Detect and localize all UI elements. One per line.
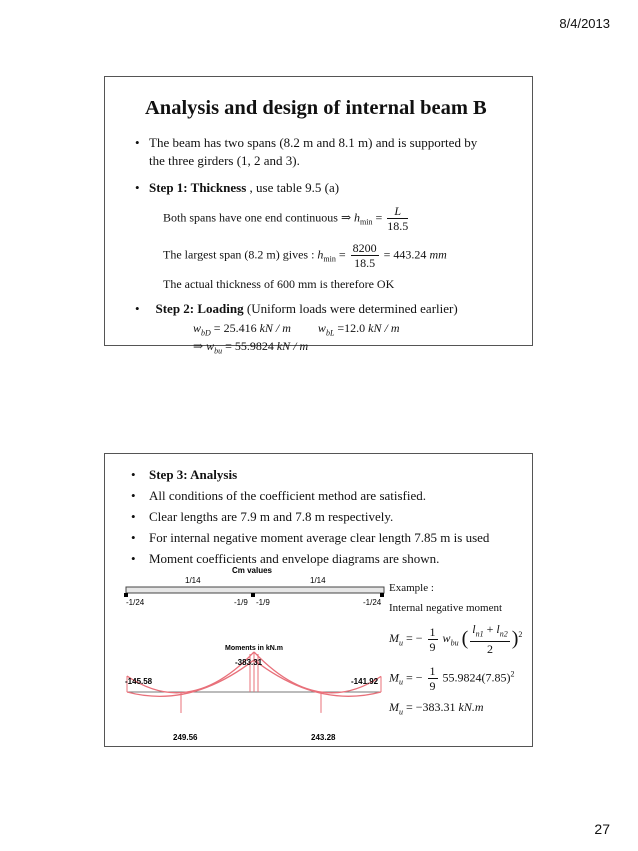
bullet-list bbox=[131, 464, 489, 569]
bullet-step1: • Step 1: Thickness , use table 9.5 (a) bbox=[135, 180, 340, 195]
slide-title: Analysis and design of internal beam B bbox=[145, 97, 487, 119]
support-left bbox=[124, 593, 128, 597]
load-values: $w_{bD} = 25.416$ kN / m $w_{bL} =12.0$ kN / m bbox=[193, 321, 400, 338]
moment-label-span2: 243.28 bbox=[311, 733, 336, 742]
bullet-conditions: • All conditions of the coefficient method are satisfied. bbox=[131, 488, 427, 503]
moment-label-span1: 249.56 bbox=[173, 733, 198, 742]
cm-pos-2: 1/14 bbox=[310, 576, 326, 585]
factored-load: ⇒ $w_{bu} = 55.9824$ kN / m bbox=[193, 339, 309, 356]
example-subtitle: Internal negative moment bbox=[389, 602, 503, 614]
moment-diagram-svg bbox=[121, 564, 387, 744]
moment-label-left: -145.58 bbox=[125, 677, 153, 686]
cm-neg-mid-right: -1/9 bbox=[256, 598, 270, 607]
bullet-step3: • Step 3: Analysis bbox=[131, 467, 238, 482]
support-middle bbox=[251, 593, 255, 597]
slide-1 bbox=[104, 76, 533, 356]
thickness-check: The actual thickness of 600 mm is therefore OK bbox=[163, 277, 395, 291]
bullet-beam-spans-line2: the three girders (1, 2 and 3). bbox=[149, 153, 300, 168]
cm-neg-left: -1/24 bbox=[126, 598, 145, 607]
bullet-beam-spans: • The beam has two spans (8.2 m and 8.1 m) and is supported by bbox=[135, 135, 478, 150]
beam-bar bbox=[126, 587, 384, 593]
example-label: Example : bbox=[389, 582, 434, 594]
bullet-negative-moment: • For internal negative moment average clear length 7.85 m is used bbox=[131, 530, 490, 545]
moment-label-right: -141.92 bbox=[351, 677, 379, 686]
moments-title: Moments in kN.m bbox=[225, 645, 283, 652]
bullet-clear-lengths: • Clear lengths are 7.9 m and 7.8 m respectively. bbox=[131, 509, 394, 524]
cm-neg-mid-left: -1/9 bbox=[234, 598, 248, 607]
bullet-envelope: • Moment coefficients and envelope diagrams are shown. bbox=[131, 551, 440, 566]
moment-label-support: -383.31 bbox=[235, 658, 263, 667]
support-right bbox=[380, 593, 384, 597]
formula-hmin: Both spans have one end continuous ⇒ $h_{min}$ = $\frac{L}{18.5}$ bbox=[163, 204, 409, 233]
cm-title: Cm values bbox=[231, 566, 273, 575]
page-number: 27 bbox=[594, 821, 610, 837]
cm-pos-1: 1/14 bbox=[185, 576, 201, 585]
formula-hmin-value: The largest span (8.2 m) gives : $h_{min}$ = $\frac{8200}{18.5}$ = 443.24 mm bbox=[163, 241, 447, 270]
moment-result: $M_u = -383.31$ kN.m bbox=[389, 700, 484, 717]
slide-2 bbox=[104, 453, 533, 747]
moment-diagram bbox=[121, 564, 387, 744]
cm-neg-right: -1/24 bbox=[363, 598, 382, 607]
moment-substitution: $M_u$ = − $\frac{1}{9}$ $55.9824(7.85)^2$ bbox=[389, 664, 515, 693]
bullet-step2: • Step 2: Loading (Uniform loads were determined earlier) bbox=[135, 301, 458, 316]
moment-formula: $M_u$ = − $\frac{1}{9}$ $w_{bu}$ ( $\frac{l_{n1} + l_{n2}}{2}$ )$^2$ bbox=[389, 622, 523, 657]
header-date: 8/4/2013 bbox=[559, 16, 610, 31]
